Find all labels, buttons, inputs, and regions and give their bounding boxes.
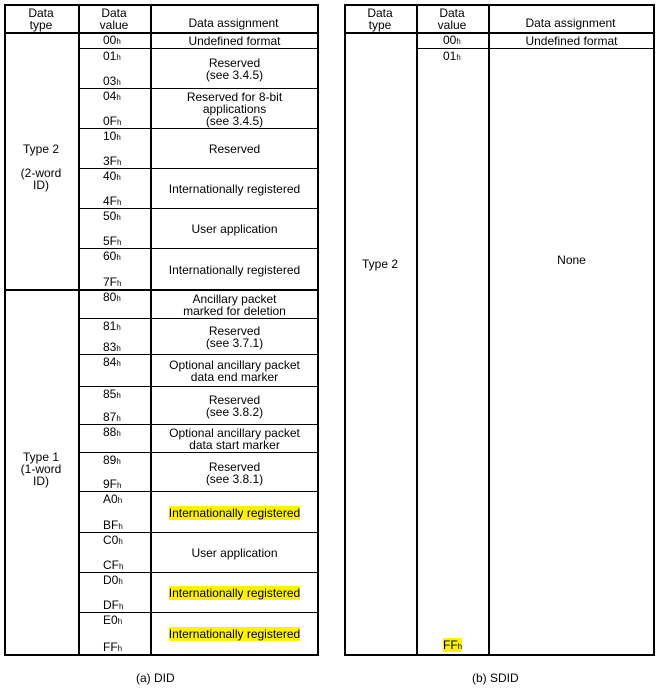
did-value-start-text-suffix: h (116, 391, 121, 400)
did-assignment (152, 461, 317, 485)
did-value-end (103, 155, 121, 169)
did-value-end (103, 641, 122, 655)
sdid-value-end-text: FFh (443, 638, 463, 652)
did-assignment-text: Internationally registered (168, 627, 301, 641)
did-value-start-text: 85h (103, 387, 121, 401)
did-value-end-text: 87h (103, 410, 121, 424)
did-value-end-text: CFh (103, 558, 124, 572)
did-value-end-text: 5Fh (103, 234, 122, 248)
sdid-value-end-highlight (443, 638, 462, 652)
did-assignment-text: User application (191, 546, 278, 560)
did-bottom-rule (4, 654, 319, 656)
did-assignment (152, 325, 317, 349)
did-value-start (103, 291, 121, 305)
did-value-end-text: 7Fh (103, 275, 122, 289)
sdid-column-rule (344, 4, 346, 654)
did-value-end-text: 0Fh (103, 114, 122, 128)
did-assignment (152, 264, 317, 276)
did-assignment-text: Optional ancillary packet data start marker (169, 426, 300, 452)
did-assignment-text: Undefined format (188, 34, 281, 48)
did-type2-sub: (2-word ID) (20, 166, 62, 192)
sdid-header-value: Data value (437, 6, 467, 32)
did-value-end-text-suffix: h (117, 279, 122, 288)
did-value-start-text: 60h (103, 249, 121, 263)
did-value-end-text: 83h (103, 340, 121, 354)
did-value-start-text-suffix: h (117, 496, 123, 505)
sdid-value-end (443, 639, 462, 653)
did-assignment-text: User application (191, 222, 278, 236)
did-value-end (103, 115, 121, 129)
did-assignment (152, 427, 317, 451)
did-assignment (152, 35, 317, 47)
sdid-column-rule (416, 4, 418, 654)
did-value-start (103, 574, 123, 588)
sdid-value-start-text: 01h (443, 49, 461, 63)
sdid-value-start (443, 50, 461, 64)
did-value-end-text: 4Fh (103, 194, 122, 208)
did-value-start-text-suffix: h (118, 537, 123, 546)
did-assignment-text: Reserved (see 3.8.1) (205, 460, 264, 486)
did-value-start (103, 90, 121, 104)
did-value-start-text-suffix: h (116, 457, 121, 466)
did-value-start-text-suffix: h (116, 133, 121, 142)
did-assignment (152, 507, 317, 519)
sdid-bottom-rule (344, 654, 655, 656)
sdid-header-assignment: Data assignment (525, 16, 616, 30)
did-value-start (103, 210, 121, 224)
did-value-end (103, 341, 121, 355)
did-assignment-text: Internationally registered (168, 586, 301, 600)
did-value-start (103, 388, 121, 402)
did-column-rule (317, 4, 319, 654)
did-value-end-text: BFh (103, 518, 123, 532)
did-value-start-text: 81h (103, 319, 121, 333)
did-value-start-text-suffix: h (116, 294, 121, 303)
did-value-start-text-suffix: h (116, 213, 121, 222)
did-assignment (152, 359, 317, 383)
sdid-value-end-text-suffix: h (457, 642, 463, 651)
did-value-start-text-suffix: h (118, 577, 123, 586)
did-assignment (152, 547, 317, 559)
did-value-start (103, 130, 121, 144)
did-value-start-text-suffix: h (116, 359, 121, 368)
did-value-end-text-suffix: h (117, 118, 122, 127)
sdid-caption: (b) SDID (472, 671, 519, 685)
did-value-end-text: 3Fh (103, 154, 122, 168)
did-value-start (103, 426, 121, 440)
did-value-start (103, 614, 122, 628)
did-assignment (152, 394, 317, 418)
did-value-end-text-suffix: h (116, 344, 121, 353)
did-value-start (103, 320, 121, 334)
did-value-start-text-suffix: h (116, 253, 121, 262)
did-value-start (103, 170, 121, 184)
did-column-rule (78, 4, 80, 654)
did-column-rule (4, 4, 6, 654)
did-value-start (103, 493, 122, 507)
did-assignment-text: Reserved (see 3.4.5) (205, 56, 264, 82)
did-value-start-text-suffix: h (116, 53, 121, 62)
did-value-end-text: 03h (103, 74, 121, 88)
did-assignment-text: Reserved for 8-bit applications (see 3.4.5) (186, 90, 283, 128)
did-value-start (103, 534, 123, 548)
did-value-start-text-suffix: h (116, 37, 121, 46)
did-value-start-text: D0h (103, 573, 123, 587)
did-assignment-text: Reserved (see 3.7.1) (205, 324, 264, 350)
did-value-start-text: 80h (103, 290, 121, 304)
did-value-end-text: FFh (103, 640, 123, 654)
did-value-end-text-suffix: h (119, 602, 124, 611)
did-value-start (103, 50, 121, 64)
did-assignment (152, 587, 317, 599)
did-value-end-text-suffix: h (116, 414, 121, 423)
did-assignment-text: Internationally registered (168, 506, 301, 520)
did-value-end (103, 276, 121, 290)
did-value-start-text: 10h (103, 129, 121, 143)
did-value-end-text-suffix: h (116, 78, 121, 87)
did-value-start-text: 50h (103, 209, 121, 223)
did-assignment (152, 223, 317, 235)
did-value-end (103, 519, 123, 533)
did-value-end-text-suffix: h (118, 522, 123, 531)
did-value-end (103, 599, 123, 613)
sdid-assignment-row0: Undefined format (525, 34, 618, 48)
did-value-end (103, 195, 121, 209)
did-value-end-text-suffix: h (117, 481, 122, 490)
did-value-start-text: 04h (103, 89, 121, 103)
did-value-start-text: A0h (103, 492, 123, 506)
did-assignment (152, 293, 317, 317)
did-value-start (103, 356, 121, 370)
did-value-start (103, 454, 121, 468)
sdid-assignment: None (557, 253, 586, 267)
sdid-column-rule (488, 4, 490, 654)
did-type1-label: Type 1 (1-word ID) (20, 450, 62, 488)
did-value-start-text: 88h (103, 425, 121, 439)
did-value-start-text: 00h (103, 33, 121, 47)
did-assignment-text: Optional ancillary packet data end marker (169, 358, 300, 384)
did-value-start-text: 01h (103, 49, 121, 63)
did-caption: (a) DID (136, 671, 175, 685)
did-value-start-text: C0h (103, 533, 123, 547)
did-value-start-text-suffix: h (116, 429, 121, 438)
did-value-start (103, 34, 121, 48)
sdid-value-row0 (443, 34, 461, 48)
did-value-start-text-suffix: h (116, 323, 121, 332)
did-value-end (103, 478, 121, 492)
did-value-end (103, 235, 121, 249)
did-value-start-text-suffix: h (116, 93, 121, 102)
did-header-assignment: Data assignment (188, 16, 279, 30)
did-value-end (103, 411, 121, 425)
did-value-start-text-suffix: h (116, 173, 121, 182)
did-value-start (103, 250, 121, 264)
sdid-header-type: Data type (367, 6, 393, 32)
did-value-end-text-suffix: h (117, 238, 122, 247)
did-assignment-text: Ancillary packet marked for deletion (183, 292, 286, 318)
did-header-type: Data type (28, 6, 54, 32)
did-assignment-text: Reserved (208, 142, 261, 156)
did-value-end-text-suffix: h (117, 644, 123, 653)
sdid-value-start-text-suffix: h (456, 53, 461, 62)
did-value-end-text: 9Fh (103, 477, 122, 491)
sdid-value-row0-text: 00h (443, 33, 461, 47)
did-assignment (152, 628, 317, 640)
did-value-end (103, 75, 121, 89)
did-assignment (152, 57, 317, 81)
did-assignment (152, 91, 317, 127)
did-assignment-text: Internationally registered (168, 263, 301, 277)
did-assignment (152, 183, 317, 195)
did-value-start-text: 40h (103, 169, 121, 183)
did-value-end-text-suffix: h (119, 562, 124, 571)
did-value-end (103, 559, 123, 573)
sdid-value-row0-text-suffix: h (456, 37, 461, 46)
sdid-column-rule (653, 4, 655, 654)
did-type2-label: Type 2 (22, 142, 60, 156)
did-value-start-text: E0h (103, 613, 123, 627)
did-value-end-text-suffix: h (117, 198, 122, 207)
sdid-type-label: Type 2 (361, 257, 399, 271)
did-header-value: Data value (99, 6, 129, 32)
did-value-start-text-suffix: h (117, 617, 123, 626)
did-assignment-text: Internationally registered (168, 182, 301, 196)
did-type-rule (4, 289, 319, 291)
did-value-end-text: DFh (103, 598, 124, 612)
did-value-start-text: 89h (103, 453, 121, 467)
did-assignment (152, 143, 317, 155)
did-assignment-text: Reserved (see 3.8.2) (205, 393, 264, 419)
did-value-end-text-suffix: h (117, 158, 122, 167)
did-value-start-text: 84h (103, 355, 121, 369)
